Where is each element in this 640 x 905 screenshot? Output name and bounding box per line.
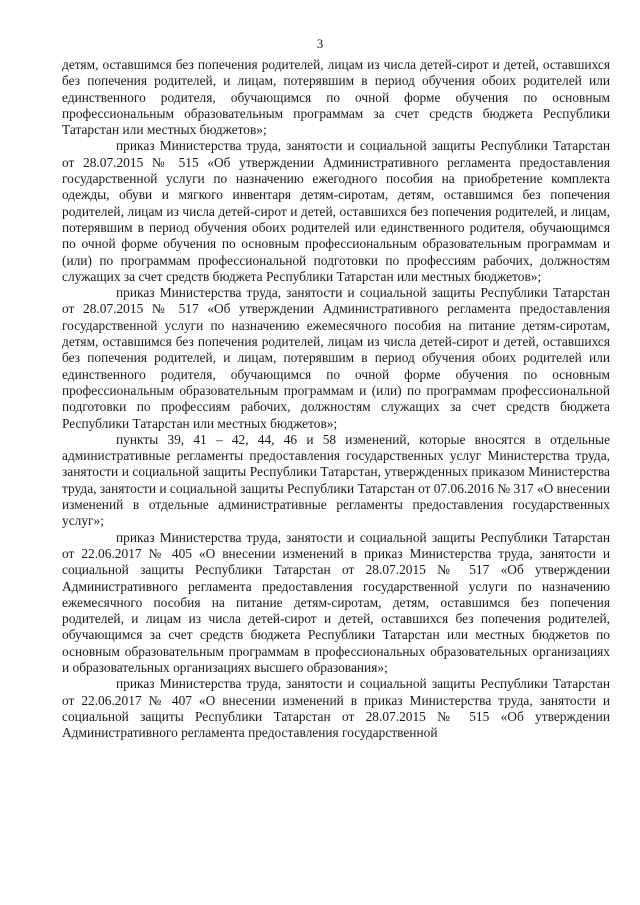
paragraph-order-515: приказ Министерства труда, занятости и социальной защиты Республики Татарстан от 28.07.2015 № 515 «Об утверждении Административного регламента предоставления государственной услуги по назначению ежегодного пособия на приобретение комплекта одежды, обуви и мягкого инвентаря детям-сиротам, детям, оставшимся без попечения родителей, лицам из числа детей-сирот и детей, оставшихся без попечения родителей, и лицам, потерявшим в период обучения обоих родителей или единственного родителя, обучающимся по очной форме обучения по основным профессиональным образовательным программам и (или) по программам профессиональной подготовки по профессиям рабочих, должностям служащих за счет средств бюджета Республики Татарстан или местных бюджетов»;: [62, 138, 610, 284]
paragraph-continuation: детям, оставшимся без попечения родителей, лицам из числа детей-сирот и детей, оставшихся без попечения родителей, и лицам, потерявшим в период обучения обоих родителей или единственного родителя, обучающимся по очной форме обучения по основным профессиональным образовательным программам за счет средств бюджета Республики Татарстан или местных бюджетов»;: [62, 57, 610, 138]
paragraph-order-405: приказ Министерства труда, занятости и социальной защиты Республики Татарстан от 22.06.2017 № 405 «О внесении изменений в приказ Министерства труда, занятости и социальной защиты Республики Татарстан от 28.07.2015 № 517 «Об утверждении Административного регламента предоставления государственной услуги по назначению ежемесячного пособия на питание детям-сиротам, детям, оставшимся без попечения родителей, и лицам из числа детей-сирот и детей, оставшихся без попечения родителей, обучающимся за счет средств бюджета Республики Татарстан или местных бюджетов по основным образовательным программам в профессиональных образовательных организациях и образовательных организациях высшего образования»;: [62, 529, 610, 675]
document-body: [62, 57, 610, 741]
paragraph-points-order-317: пункты 39, 41 – 42, 44, 46 и 58 изменений, которые вносятся в отдельные административные регламенты предоставления государственных услуг Министерства труда, занятости и социальной защиты Республики Татарстан, утвержденных приказом Министерства труда, занятости и социальной защиты Республики Татарстан от 07.06.2016 № 317 «О внесении изменений в отдельные административные регламенты предоставления государственных услуг»;: [62, 431, 610, 529]
paragraph-order-407: приказ Министерства труда, занятости и социальной защиты Республики Татарстан от 22.06.2017 № 407 «О внесении изменений в приказ Министерства труда, занятости и социальной защиты Республики Татарстан от 28.07.2015 № 515 «Об утверждении Административного регламента предоставления государственной: [62, 676, 610, 741]
page-number: 3: [316, 36, 324, 51]
paragraph-order-517: приказ Министерства труда, занятости и социальной защиты Республики Татарстан от 28.07.2015 № 517 «Об утверждении Административного регламента предоставления государственной услуги по назначению ежемесячного пособия на питание детям-сиротам, детям, оставшимся без попечения родителей, лицам из числа детей-сирот и детей, оставшихся без попечения родителей, и лицам, потерявшим в период обучения обоих родителей или единственного родителя, обучающимся по очной форме обучения по основным профессиональным образовательным программам и (или) по программам профессиональной подготовки по профессиям рабочих, должностям служащих за счет средств бюджета Республики Татарстан или местных бюджетов»;: [62, 285, 610, 431]
